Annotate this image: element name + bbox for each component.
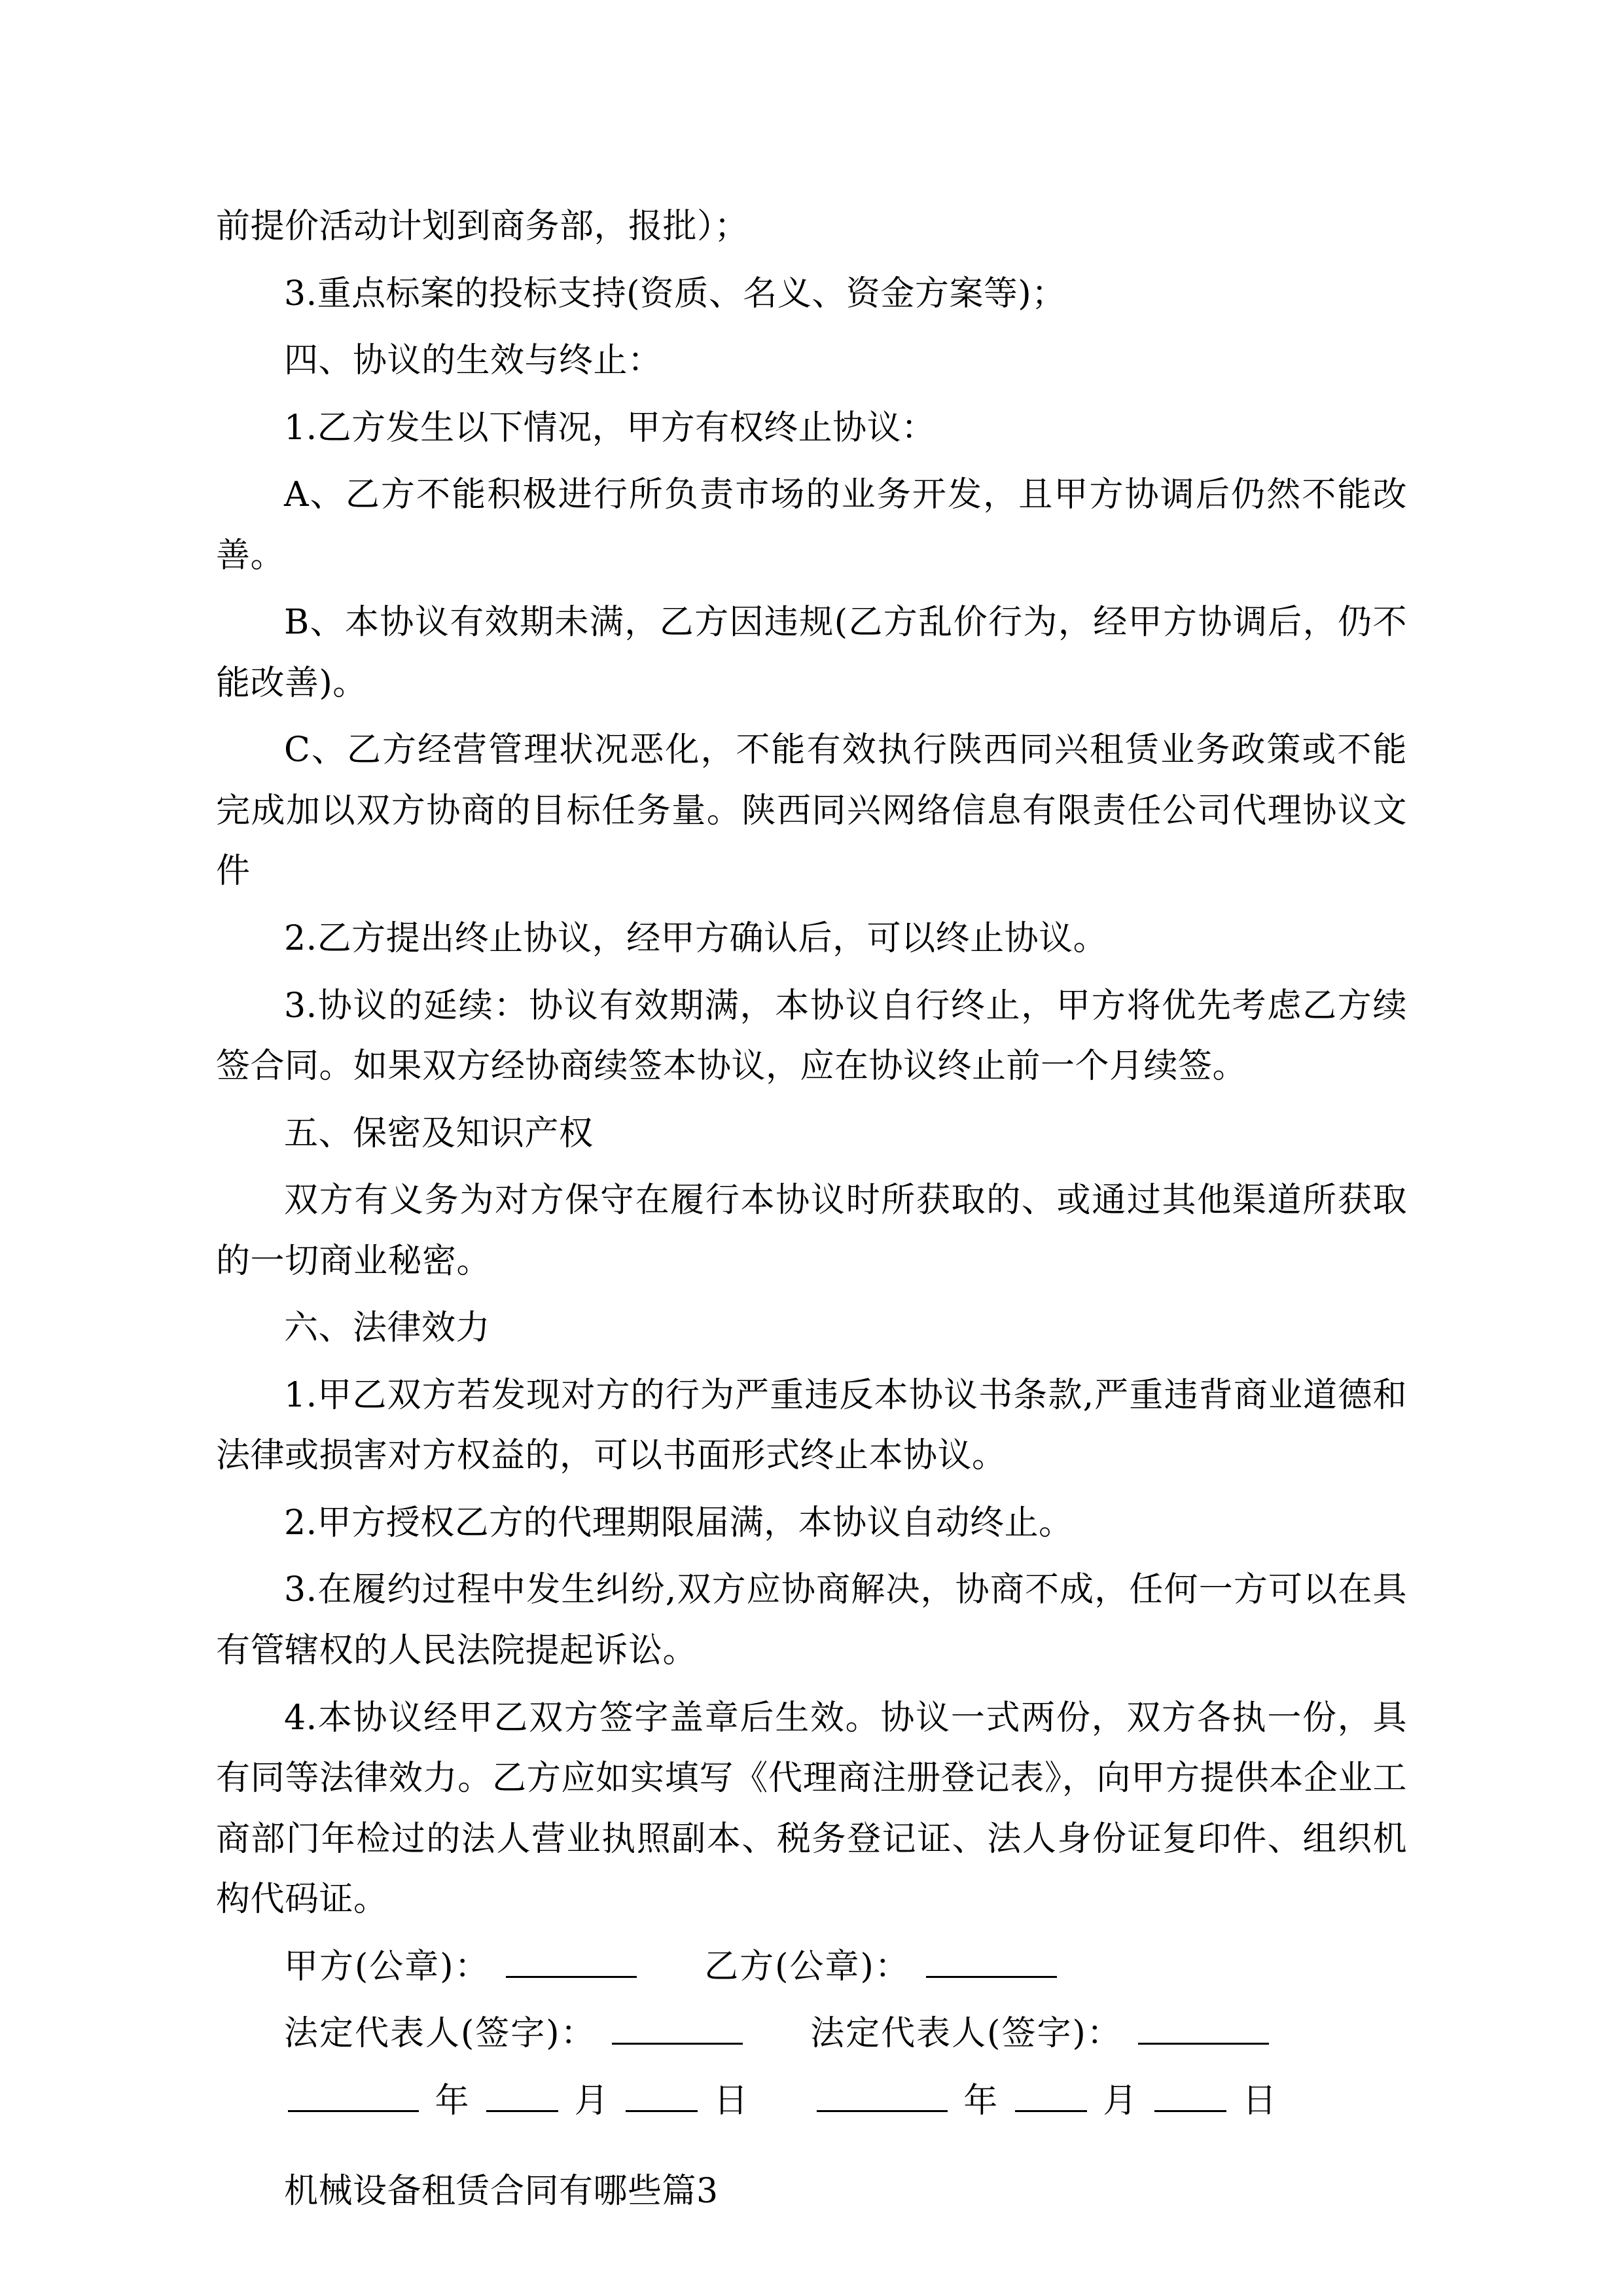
party-a-rep-blank[interactable]: [612, 2009, 743, 2045]
paragraph: B、本协议有效期未满，乙方因违规(乙方乱价行为，经甲方协调后，仍不能改善)。: [216, 603, 1407, 703]
party-b-date-year-blank[interactable]: [817, 2076, 948, 2112]
paragraph: 前提价活动计划到商务部，报批）；: [216, 207, 749, 246]
party-b-seal-blank[interactable]: [926, 1942, 1057, 1978]
party-a-seal-blank[interactable]: [506, 1942, 637, 1978]
paragraph: 2.甲方授权乙方的代理期限届满，本协议自动终止。: [284, 1503, 1073, 1543]
paragraph: 1.甲乙双方若发现对方的行为严重违反本协议书条款,严重违背商业道德和法律或损害对方权益的，可以书面形式终止本协议。: [216, 1375, 1407, 1476]
paragraph: 3.协议的延续：协议有效期满，本协议自行终止，甲方将优先考虑乙方续签合同。如果双方经协商续签本协议，应在协议终止前一个月续签。: [216, 986, 1407, 1086]
date-month-label: 月: [574, 2081, 610, 2121]
signature-rep-line: [216, 2003, 1407, 2064]
party-b-date-month-blank[interactable]: [1015, 2076, 1087, 2112]
party-b-rep-blank[interactable]: [1138, 2009, 1269, 2045]
date-day-label-b: 日: [1242, 2081, 1278, 2121]
date-month-label-b: 月: [1103, 2081, 1139, 2121]
paragraph: 双方有义务为对方保守在履行本协议时所获取的、或通过其他渠道所获取的一切商业秘密。: [216, 1181, 1407, 1281]
party-a-date-day-blank[interactable]: [626, 2076, 698, 2112]
date-day-label: 日: [713, 2081, 749, 2121]
party-a-rep-label: 法定代表人(签字)：: [284, 2014, 596, 2054]
party-a-date-month-blank[interactable]: [486, 2076, 558, 2112]
section-heading: 四、协议的生效与终止：: [284, 341, 662, 381]
document-body: [216, 196, 1407, 2222]
paragraph: A、乙方不能积极进行所负责市场的业务开发，且甲方协调后仍然不能改善。: [216, 475, 1407, 575]
signature-seal-line: [216, 1937, 1407, 1998]
signature-date-line: [216, 2071, 1407, 2132]
footer-title: 机械设备租赁合同有哪些篇3: [284, 2172, 719, 2212]
paragraph: 3.在履约过程中发生纠纷,双方应协商解决，协商不成，任何一方可以在具有管辖权的人民法院提起诉讼。: [216, 1570, 1407, 1671]
paragraph: 1.乙方发生以下情况，甲方有权终止协议：: [284, 408, 936, 448]
section-heading: 六、法律效力: [284, 1308, 491, 1348]
date-year-label-b: 年: [963, 2081, 999, 2121]
paragraph: 2.乙方提出终止协议，经甲方确认后，可以终止协议。: [284, 919, 1108, 959]
paragraph: 3.重点标案的投标支持(资质、名义、资金方案等)；: [284, 274, 1066, 314]
party-b-seal-label: 乙方(公章)：: [704, 1946, 910, 1986]
date-year-label: 年: [435, 2081, 471, 2121]
party-b-date-day-blank[interactable]: [1154, 2076, 1226, 2112]
section-heading: 五、保密及知识产权: [284, 1113, 594, 1153]
party-b-rep-label: 法定代表人(签字)：: [810, 2014, 1122, 2054]
paragraph: 4.本协议经甲乙双方签字盖章后生效。协议一式两份，双方各执一份，具有同等法律效力。乙方应如实填写《代理商注册登记表》，向甲方提供本企业工商部门年检过的法人营业执照副本、税务登记证、法人身份证复印件、组织机构代码证。: [216, 1698, 1407, 1920]
paragraph: C、乙方经营管理状况恶化，不能有效执行陕西同兴租赁业务政策或不能完成加以双方协商的目标任务量。陕西同兴网络信息有限责任公司代理协议文件: [216, 730, 1407, 891]
party-a-date-year-blank[interactable]: [288, 2076, 419, 2112]
party-a-seal-label: 甲方(公章)：: [284, 1946, 490, 1986]
